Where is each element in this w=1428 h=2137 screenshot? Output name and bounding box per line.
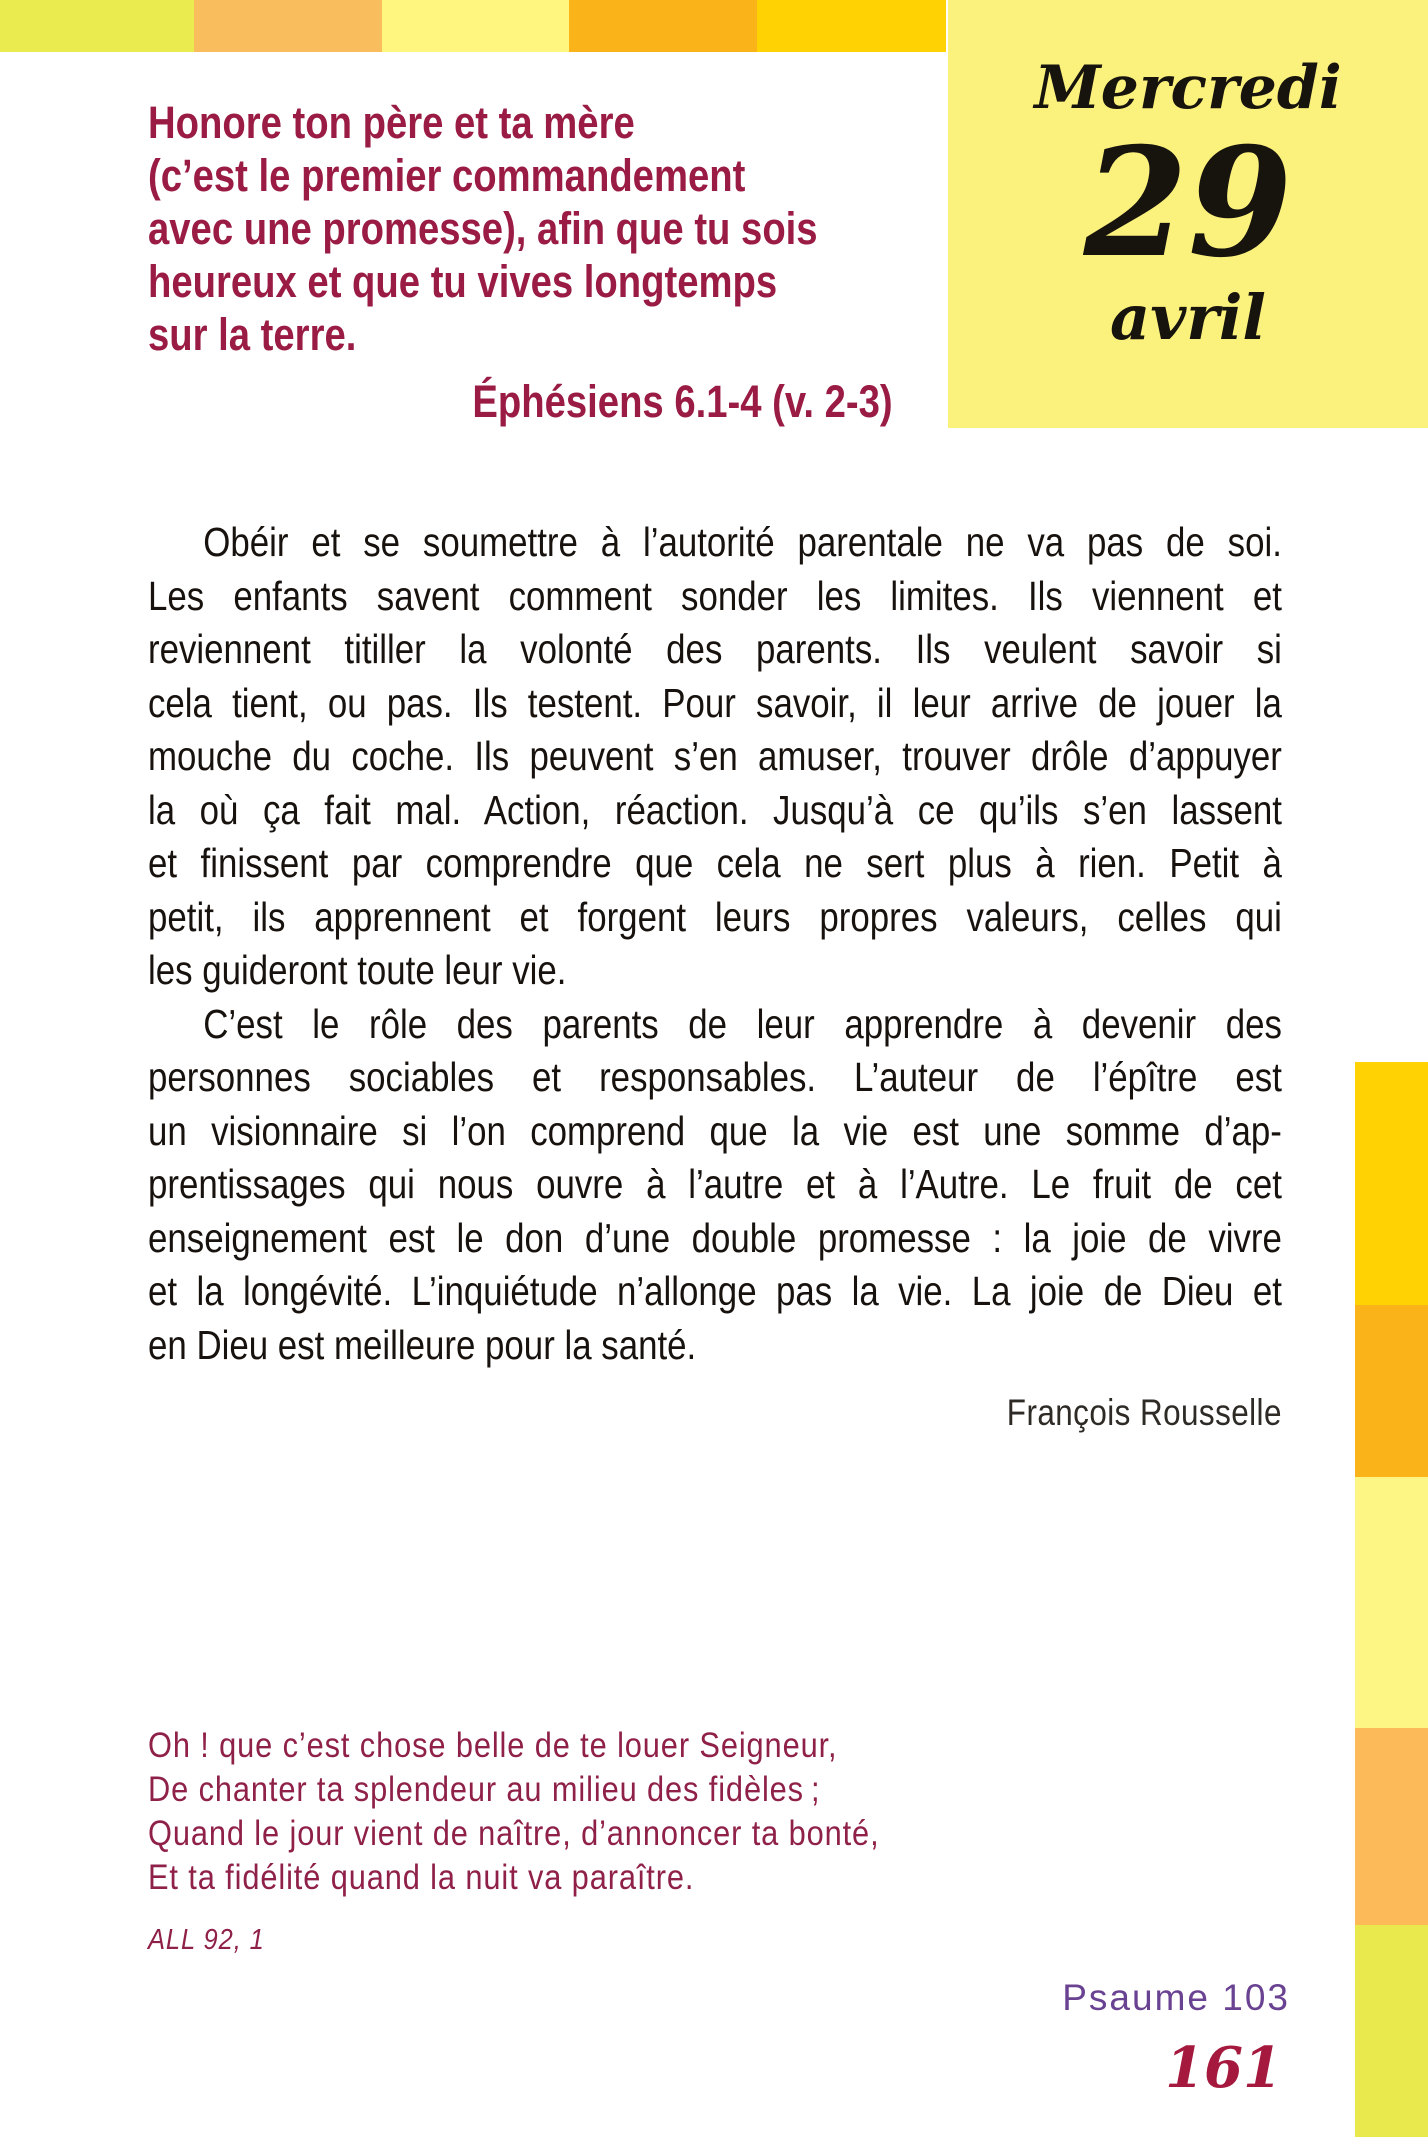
psalm-line: De chanter ta splendeur au milieu des fidèles ;	[148, 1770, 821, 1809]
meditation-line: enseignement est le don d’une double promesse : la joie de vivre	[148, 1214, 1282, 1261]
strip-segment	[1355, 1477, 1428, 1728]
meditation-line: cela tient, ou pas. Ils testent. Pour savoir, il leur arrive de jouer la	[148, 679, 1282, 726]
right-color-strip	[1355, 1062, 1428, 2137]
strip-segment	[0, 0, 194, 52]
strip-segment	[1355, 1062, 1428, 1305]
strip-segment	[382, 0, 569, 52]
verse-lines	[148, 96, 905, 361]
meditation-line: la où ça fait mal. Action, réaction. Jusqu’à ce qu’ils s’en lassent	[148, 786, 1282, 833]
verse-line: heureux et que tu vives longtemps	[148, 256, 778, 307]
meditation-line: les guideront toute leur vie.	[148, 947, 567, 993]
verse-reference: Éphésiens 6.1-4 (v. 2-3)	[472, 376, 893, 427]
author-name: François Rousselle	[1006, 1392, 1282, 1433]
date-day: 29	[1083, 115, 1293, 291]
psalm-line: Et ta fidélité quand la nuit va paraître.	[148, 1858, 695, 1897]
meditation-line: Obéir et se soumettre à l’autorité parentale ne va pas de soi.	[203, 519, 1282, 565]
date-box	[948, 0, 1428, 428]
strip-segment	[1355, 1305, 1428, 1477]
scripture-verse	[148, 96, 905, 428]
meditation-line: et la longévité. L’inquiétude n’allonge pas la vie. La joie de Dieu et	[148, 1268, 1282, 1314]
meditation-line: prentissages qui nous ouvre à l’autre et à l’Autre. Le fruit de cet	[148, 1161, 1282, 1207]
meditation-line: reviennent titiller la volonté des parents. Ils veulent savoir si	[148, 626, 1282, 672]
meditation-text	[148, 516, 1282, 1372]
verse-line: Honore ton père et ta mère	[148, 97, 635, 148]
psalm-source: ALL 92, 1	[148, 1924, 265, 1956]
meditation-line: et finissent par comprendre que cela ne sert plus à rien. Petit à	[148, 840, 1282, 886]
meditation-line: un visionnaire si l’on comprend que la vie est une somme d’ap-	[148, 1107, 1282, 1154]
top-color-strip	[0, 0, 946, 52]
strip-segment	[569, 0, 757, 52]
psalm-reference: Psaume 103	[1062, 1977, 1290, 2018]
meditation-line: en Dieu est meilleure pour la santé.	[148, 1321, 697, 1368]
strip-segment	[757, 0, 946, 52]
meditation-line: petit, ils apprennent et forgent leurs propres valeurs, celles qui	[148, 893, 1282, 940]
strip-segment	[194, 0, 382, 52]
psalm-line: Quand le jour vient de naître, d’annoncer ta bonté,	[148, 1814, 880, 1853]
psalm-line: Oh ! que c’est chose belle de te louer Seigneur,	[148, 1726, 838, 1765]
verse-line: avec une promesse), afin que tu sois	[148, 203, 818, 254]
date-weekday: Mercredi	[1034, 53, 1342, 123]
strip-segment	[1355, 1925, 1428, 2137]
meditation-line: mouche du coche. Ils peuvent s’en amuser, trouver drôle d’appuyer	[148, 733, 1282, 779]
date-month: avril	[1110, 281, 1266, 354]
verse-line: sur la terre.	[148, 309, 357, 360]
meditation-line: Les enfants savent comment sonder les limites. Ils viennent et	[148, 572, 1282, 619]
meditation-line: C’est le rôle des parents de leur apprendre à devenir des	[203, 1000, 1282, 1047]
verse-line: (c’est le premier commandement	[148, 150, 746, 201]
strip-segment	[1355, 1728, 1428, 1925]
page-number: 161	[1165, 2035, 1282, 2101]
psalm-quote	[148, 1724, 1266, 1900]
meditation-line: personnes sociables et responsables. L’auteur de l’épître est	[148, 1054, 1282, 1100]
